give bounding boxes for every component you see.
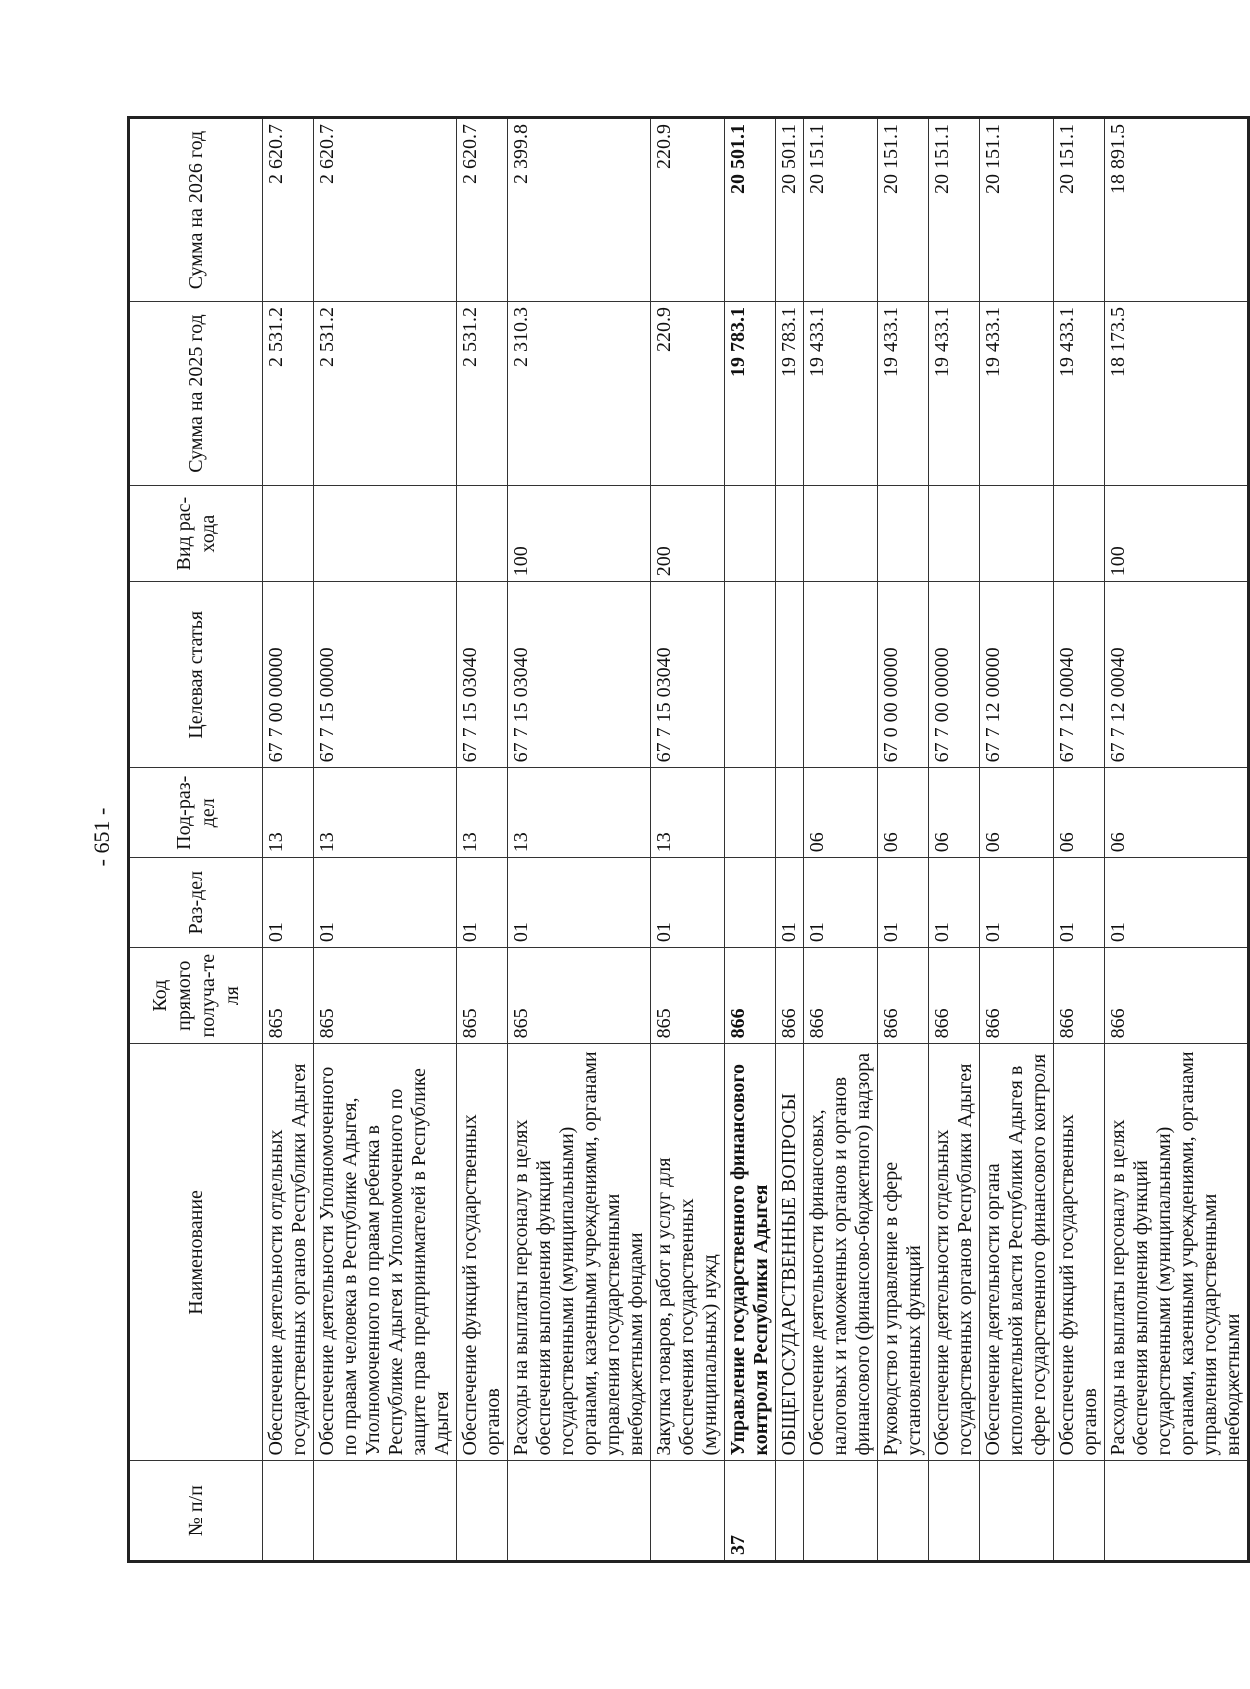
cell-sum2025: 2 310.3 (508, 302, 651, 486)
header-sum2026: Сумма на 2026 год (129, 118, 263, 302)
cell-np (314, 1461, 457, 1562)
cell-celevaya: 67 7 00 00000 (263, 582, 314, 768)
cell-name: Обеспечение деятельности отдельных государственных органов Республики Адыгея (263, 1044, 314, 1461)
cell-sum2026: 20 151.1 (929, 118, 980, 302)
cell-np (980, 1461, 1054, 1562)
table-header-row (129, 118, 263, 1562)
cell-podrazdel: 06 (878, 768, 929, 858)
cell-podrazdel: 06 (1105, 768, 1249, 858)
cell-sum2026: 20 151.1 (1054, 118, 1105, 302)
table-row (508, 118, 651, 1562)
cell-kod: 865 (314, 948, 457, 1044)
cell-podrazdel: 13 (508, 768, 651, 858)
cell-name: Управление государственного финансового контроля Республики Адыгея (725, 1044, 776, 1461)
cell-sum2025: 2 531.2 (263, 302, 314, 486)
table-row (929, 118, 980, 1562)
cell-sum2026: 2 620.7 (457, 118, 508, 302)
cell-razdel: 01 (457, 858, 508, 948)
cell-sum2025: 18 173.5 (1105, 302, 1249, 486)
cell-np: 37 (725, 1461, 776, 1562)
cell-celevaya: 67 7 12 00000 (980, 582, 1054, 768)
cell-name: Руководство и управление в сфере установленных функций (878, 1044, 929, 1461)
cell-kod: 865 (457, 948, 508, 1044)
cell-sum2025: 2 531.2 (457, 302, 508, 486)
table-row (776, 118, 804, 1562)
cell-kod: 866 (929, 948, 980, 1044)
cell-vid: 100 (1105, 486, 1249, 582)
cell-kod: 866 (1054, 948, 1105, 1044)
table-row (457, 118, 508, 1562)
header-name: Наименование (129, 1044, 263, 1461)
cell-np (878, 1461, 929, 1562)
cell-podrazdel: 06 (980, 768, 1054, 858)
cell-np (651, 1461, 725, 1562)
cell-celevaya: 67 0 00 00000 (878, 582, 929, 768)
cell-sum2025: 220.9 (651, 302, 725, 486)
cell-podrazdel: 13 (314, 768, 457, 858)
cell-name: Обеспечение функций государственных органов (457, 1044, 508, 1461)
cell-vid (804, 486, 878, 582)
cell-podrazdel: 13 (457, 768, 508, 858)
table-row (1054, 118, 1105, 1562)
cell-podrazdel: 13 (263, 768, 314, 858)
cell-kod: 865 (263, 948, 314, 1044)
cell-celevaya (776, 582, 804, 768)
cell-kod: 866 (980, 948, 1054, 1044)
table-row (1105, 118, 1249, 1562)
table-row (314, 118, 457, 1562)
cell-name: ОБЩЕГОСУДАРСТВЕННЫЕ ВОПРОСЫ (776, 1044, 804, 1461)
cell-celevaya: 67 7 00 00000 (929, 582, 980, 768)
cell-celevaya: 67 7 15 03040 (457, 582, 508, 768)
cell-vid (314, 486, 457, 582)
cell-vid (1054, 486, 1105, 582)
cell-sum2026: 20 151.1 (878, 118, 929, 302)
cell-sum2025: 19 433.1 (929, 302, 980, 486)
cell-np (804, 1461, 878, 1562)
cell-sum2025: 19 433.1 (878, 302, 929, 486)
budget-table (127, 116, 1250, 1563)
cell-np (457, 1461, 508, 1562)
cell-celevaya: 67 7 15 03040 (651, 582, 725, 768)
cell-name: Расходы на выплаты персоналу в целях обеспечения выполнения функций государственными (муниципальными) органами, казенными учреждениями, органами управления государственными внебюджетными фондами (508, 1044, 651, 1461)
cell-razdel: 01 (263, 858, 314, 948)
cell-kod: 866 (725, 948, 776, 1044)
cell-podrazdel: 06 (804, 768, 878, 858)
cell-sum2025: 19 433.1 (1054, 302, 1105, 486)
cell-name: Обеспечение деятельности финансовых, налоговых и таможенных органов и органов финансового (финансово-бюджетного) надзора (804, 1044, 878, 1461)
cell-kod: 866 (776, 948, 804, 1044)
cell-razdel: 01 (776, 858, 804, 948)
table-row (725, 118, 776, 1562)
cell-kod: 865 (508, 948, 651, 1044)
cell-podrazdel (725, 768, 776, 858)
cell-podrazdel (776, 768, 804, 858)
cell-vid (980, 486, 1054, 582)
cell-vid: 200 (651, 486, 725, 582)
cell-vid (457, 486, 508, 582)
cell-sum2026: 220.9 (651, 118, 725, 302)
cell-kod: 865 (651, 948, 725, 1044)
header-np: № п/п (129, 1461, 263, 1562)
cell-razdel: 01 (508, 858, 651, 948)
cell-vid (929, 486, 980, 582)
cell-razdel: 01 (878, 858, 929, 948)
cell-np (508, 1461, 651, 1562)
cell-sum2025: 19 433.1 (980, 302, 1054, 486)
cell-np (929, 1461, 980, 1562)
table-row (263, 118, 314, 1562)
cell-razdel: 01 (314, 858, 457, 948)
cell-np (776, 1461, 804, 1562)
cell-celevaya (804, 582, 878, 768)
cell-podrazdel: 06 (929, 768, 980, 858)
cell-kod: 866 (1105, 948, 1249, 1044)
table-row (878, 118, 929, 1562)
cell-vid (725, 486, 776, 582)
cell-kod: 866 (878, 948, 929, 1044)
cell-name: Обеспечение деятельности органа исполнительной власти Республики Адыгея в сфере государственного финансового контроля (980, 1044, 1054, 1461)
cell-sum2025: 19 433.1 (804, 302, 878, 486)
cell-vid (878, 486, 929, 582)
header-sum2025: Сумма на 2025 год (129, 302, 263, 486)
cell-sum2026: 20 151.1 (980, 118, 1054, 302)
header-celevaya: Целевая статья (129, 582, 263, 768)
cell-name: Закупка товаров, работ и услуг для обеспечения государственных (муниципальных) нужд (651, 1044, 725, 1461)
cell-sum2026: 20 501.1 (776, 118, 804, 302)
header-kod: Код прямого получа-те ля (129, 948, 263, 1044)
cell-sum2026: 20 151.1 (804, 118, 878, 302)
cell-sum2026: 2 620.7 (263, 118, 314, 302)
header-podrazdel: Под-раз-дел (129, 768, 263, 858)
cell-celevaya: 67 7 15 00000 (314, 582, 457, 768)
cell-sum2025: 2 531.2 (314, 302, 457, 486)
cell-sum2025: 19 783.1 (725, 302, 776, 486)
header-vid: Вид рас-хода (129, 486, 263, 582)
cell-sum2026: 18 891.5 (1105, 118, 1249, 302)
page-number: - 651 - (89, 807, 114, 867)
table-row (651, 118, 725, 1562)
cell-celevaya: 67 7 12 00040 (1054, 582, 1105, 768)
header-razdel: Раз-дел (129, 858, 263, 948)
cell-sum2026: 2 399.8 (508, 118, 651, 302)
cell-celevaya: 67 7 12 00040 (1105, 582, 1249, 768)
cell-np (1054, 1461, 1105, 1562)
cell-sum2025: 19 783.1 (776, 302, 804, 486)
cell-podrazdel: 13 (651, 768, 725, 858)
cell-vid: 100 (508, 486, 651, 582)
cell-celevaya (725, 582, 776, 768)
cell-razdel: 01 (1054, 858, 1105, 948)
cell-kod: 866 (804, 948, 878, 1044)
cell-razdel: 01 (929, 858, 980, 948)
cell-razdel: 01 (1105, 858, 1249, 948)
cell-name: Обеспечение деятельности Уполномоченного по правам человека в Республике Адыгея, Уполномоченного по правам ребенка в Республике Адыгея и Уполномоченного по защите прав предпринимателей в Республике Адыгея (314, 1044, 457, 1461)
cell-podrazdel: 06 (1054, 768, 1105, 858)
table-row (980, 118, 1054, 1562)
cell-vid (263, 486, 314, 582)
table-row (804, 118, 878, 1562)
rotated-table-container (127, 116, 1244, 1563)
cell-name: Расходы на выплаты персоналу в целях обеспечения выполнения функций государственными (муниципальными) органами, казенными учреждениями, органами управления государственными внебюджетными (1105, 1044, 1249, 1461)
cell-sum2026: 2 620.7 (314, 118, 457, 302)
cell-sum2026: 20 501.1 (725, 118, 776, 302)
cell-razdel (725, 858, 776, 948)
cell-razdel: 01 (651, 858, 725, 948)
cell-celevaya: 67 7 15 03040 (508, 582, 651, 768)
cell-np (1105, 1461, 1249, 1562)
cell-np (263, 1461, 314, 1562)
cell-vid (776, 486, 804, 582)
cell-name: Обеспечение деятельности отдельных государственных органов Республики Адыгея (929, 1044, 980, 1461)
cell-razdel: 01 (980, 858, 1054, 948)
cell-name: Обеспечение функций государственных органов (1054, 1044, 1105, 1461)
cell-razdel: 01 (804, 858, 878, 948)
